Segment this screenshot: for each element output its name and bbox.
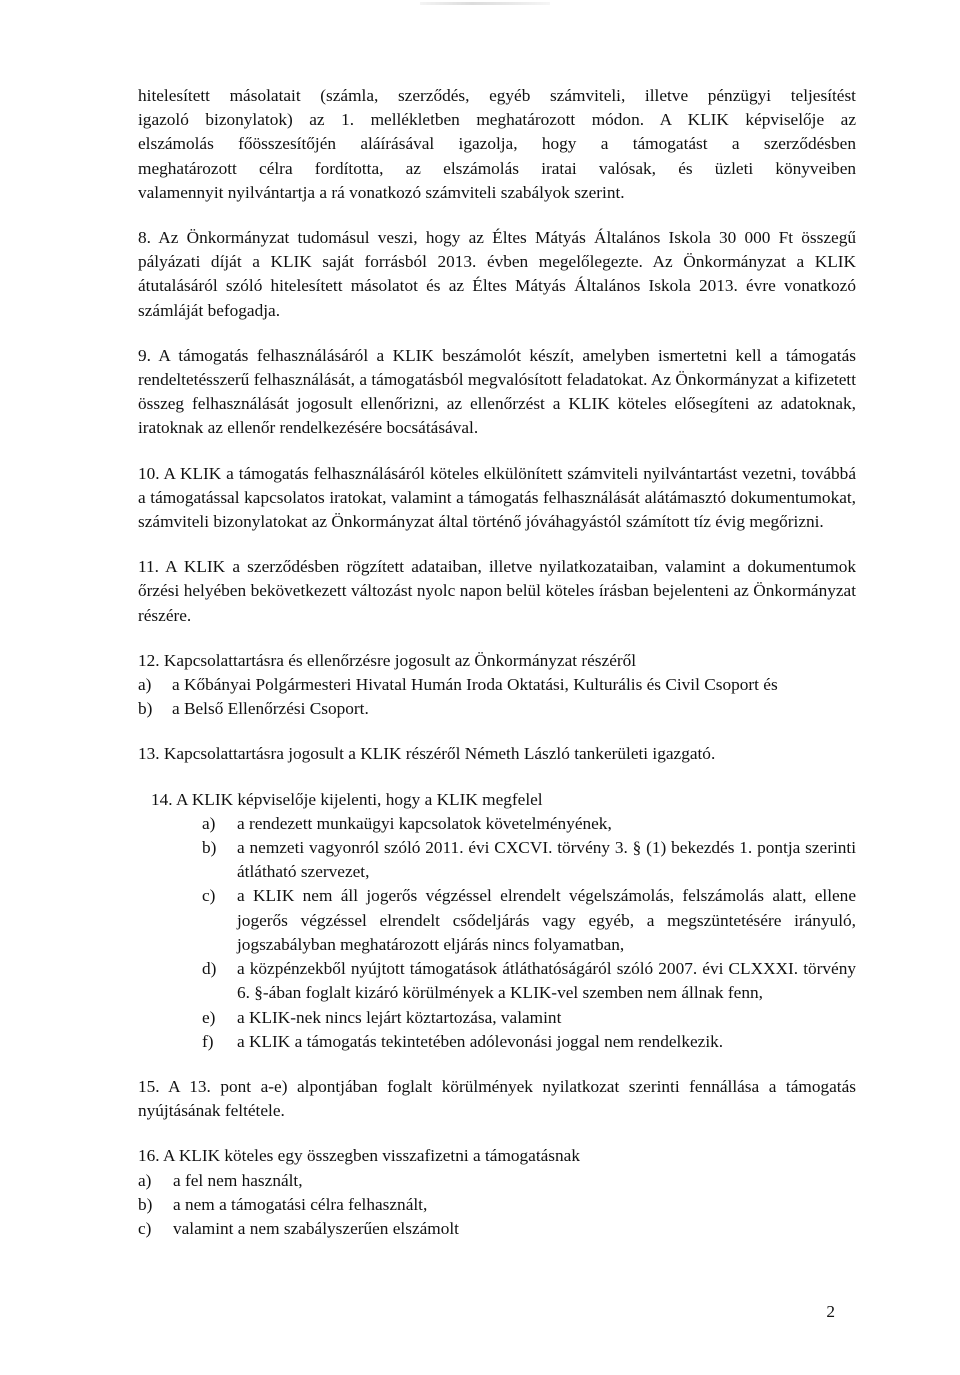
list-item-text: a KLIK nem áll jogerős végzéssel elrendelt végelszámolás, felszámolás alatt, ellene jogerős végzéssel elrendelt csődeljárás vagy egyéb, a megszüntetésére irányuló, jogszabályban meghatározott eljárás nincs folyamatban, <box>237 886 856 954</box>
list-item <box>138 1169 856 1193</box>
paragraph-13: 13. Kapcsolattartásra jogosult a KLIK részéről Németh László tankerületi igazgató. <box>138 744 716 764</box>
list-item-text: a rendezett munkaügyi kapcsolatok követelményének, <box>237 813 612 833</box>
list-item-text: a fel nem használt, <box>173 1170 303 1190</box>
list-item-label: a) <box>138 675 152 695</box>
list-item-text: a nemzeti vagyonról szóló 2011. évi CXCVI. törvény 3. § (1) bekezdés 1. pontja szerinti átlátható szervezet, <box>237 838 856 882</box>
list-item-label: a) <box>138 1170 152 1190</box>
paragraph-11: 11. A KLIK a szerződésben rögzített adataiban, illetve nyilatkozataiban, valamint a dokumentumok őrzési helyében bekövetkezett változást nyolc napon belül köteles írásban bejelenteni az Önkormányzat részére. <box>138 557 856 625</box>
list-item <box>202 836 856 884</box>
intro-line: igazoló bizonylatok) az 1. mellékletben meghatározott módon. A KLIK képviselője az <box>138 110 856 130</box>
list-item-label: b) <box>138 699 153 719</box>
list-item <box>202 884 856 957</box>
paragraph-16 <box>138 1144 856 1241</box>
intro-line: meghatározott célra fordította, az elszámolás iratai valósak, és üzleti könyveiben <box>138 158 856 178</box>
list-item-text: a közpénzekből nyújtott támogatások átláthatóságáról szóló 2007. évi CLXXXI. törvény 6. §-ában foglalt kizáró körülmények a KLIK-vel szemben nem állnak fenn, <box>237 959 856 1003</box>
document-body <box>138 84 856 1262</box>
list-item-label: e) <box>202 1007 216 1027</box>
list-item-text: a nem a támogatási célra felhasznált, <box>173 1194 428 1214</box>
list-item-label: b) <box>202 838 217 858</box>
list-item-label: b) <box>138 1194 153 1214</box>
list-item-text: a Belső Ellenőrzési Csoport. <box>172 699 369 719</box>
list-item-text: a KLIK-nek nincs lejárt köztartozása, valamint <box>237 1007 562 1027</box>
list-item-text: a Kőbányai Polgármesteri Hivatal Humán Iroda Oktatási, Kulturális és Civil Csoport és <box>172 675 778 695</box>
list-item <box>138 697 856 721</box>
list-item-text: a KLIK a támogatás tekintetében adólevonási joggal nem rendelkezik. <box>237 1031 724 1051</box>
page-number: 2 <box>826 1302 835 1321</box>
intro-line: elszámolás főösszesítőjén aláírásával igazolja, hogy a támogatást a szerződésben <box>138 134 856 154</box>
paragraph-12 <box>138 649 856 722</box>
list-item-text: valamint a nem szabályszerűen elszámolt <box>173 1218 459 1238</box>
list-item <box>138 1217 856 1241</box>
paragraph-14 <box>151 788 856 1054</box>
paragraph-15: 15. A 13. pont a-e) alpontjában foglalt körülmények nyilatkozat szerinti fennállása a támogatás nyújtásának feltétele. <box>138 1076 856 1121</box>
paragraph-10: 10. A KLIK a támogatás felhasználásáról köteles elkülönített számviteli nyilvántartást vezetni, továbbá a támogatással kapcsolatos iratokat, valamint a támogatás felhasználását alátámasztó dokumentumokat, számviteli bizonylatokat az Önkormányzat által történő jóváhagyástól számított tíz évig megőrizni. <box>138 463 856 532</box>
list-item-label: c) <box>202 886 216 906</box>
scan-artifact <box>420 2 550 5</box>
paragraph-12-head: 12. Kapcsolattartásra és ellenőrzésre jogosult az Önkormányzat részéről <box>138 650 637 670</box>
paragraph-16-head: 16. A KLIK köteles egy összegben visszafizetni a támogatásnak <box>138 1146 580 1166</box>
list-item <box>202 957 856 1005</box>
paragraph-14-items <box>202 812 856 1054</box>
list-item <box>202 1006 856 1030</box>
list-item-label: c) <box>138 1218 152 1238</box>
list-item <box>202 1030 856 1054</box>
paragraph-9: 9. A támogatás felhasználásáról a KLIK beszámolót készít, amelyben ismertetni kell a támogatás rendeltetésszerű felhasználását, a támogatásból megvalósított feladatokat. Az Önkormányzat a kifizetett összeg felhasználását jogosult ellenőrizni, az ellenőrzést a KLIK köteles elősegíteni az adatoknak, iratoknak az ellenőr rendelkezésére bocsátásával. <box>138 345 856 438</box>
list-item <box>202 812 856 836</box>
intro-line: valamennyit nyilvántartja a rá vonatkozó számviteli szabályok szerint. <box>138 182 625 202</box>
intro-paragraph <box>138 84 856 205</box>
intro-line: hitelesített másolatait (számla, szerződés, egyéb számviteli, illetve pénzügyi teljesítést <box>138 86 856 105</box>
list-item-label: f) <box>202 1031 214 1051</box>
list-item-label: a) <box>202 813 216 833</box>
paragraph-14-head: 14. A KLIK képviselője kijelenti, hogy a KLIK megfelel <box>151 789 543 809</box>
list-item-label: d) <box>202 959 217 979</box>
paragraph-8: 8. Az Önkormányzat tudomásul veszi, hogy az Éltes Mátyás Általános Iskola 30 000 Ft összegű pályázati díját a KLIK saját forrásból 2013. évben megelőlegezte. Az Önkormányzat a KLIK átutalásáról szóló hitelesített másolatot és az Éltes Mátyás Általános Iskola 2013. évre vonatkozó számláját befogadja. <box>138 228 856 320</box>
list-item <box>138 673 856 697</box>
list-item <box>138 1193 856 1217</box>
